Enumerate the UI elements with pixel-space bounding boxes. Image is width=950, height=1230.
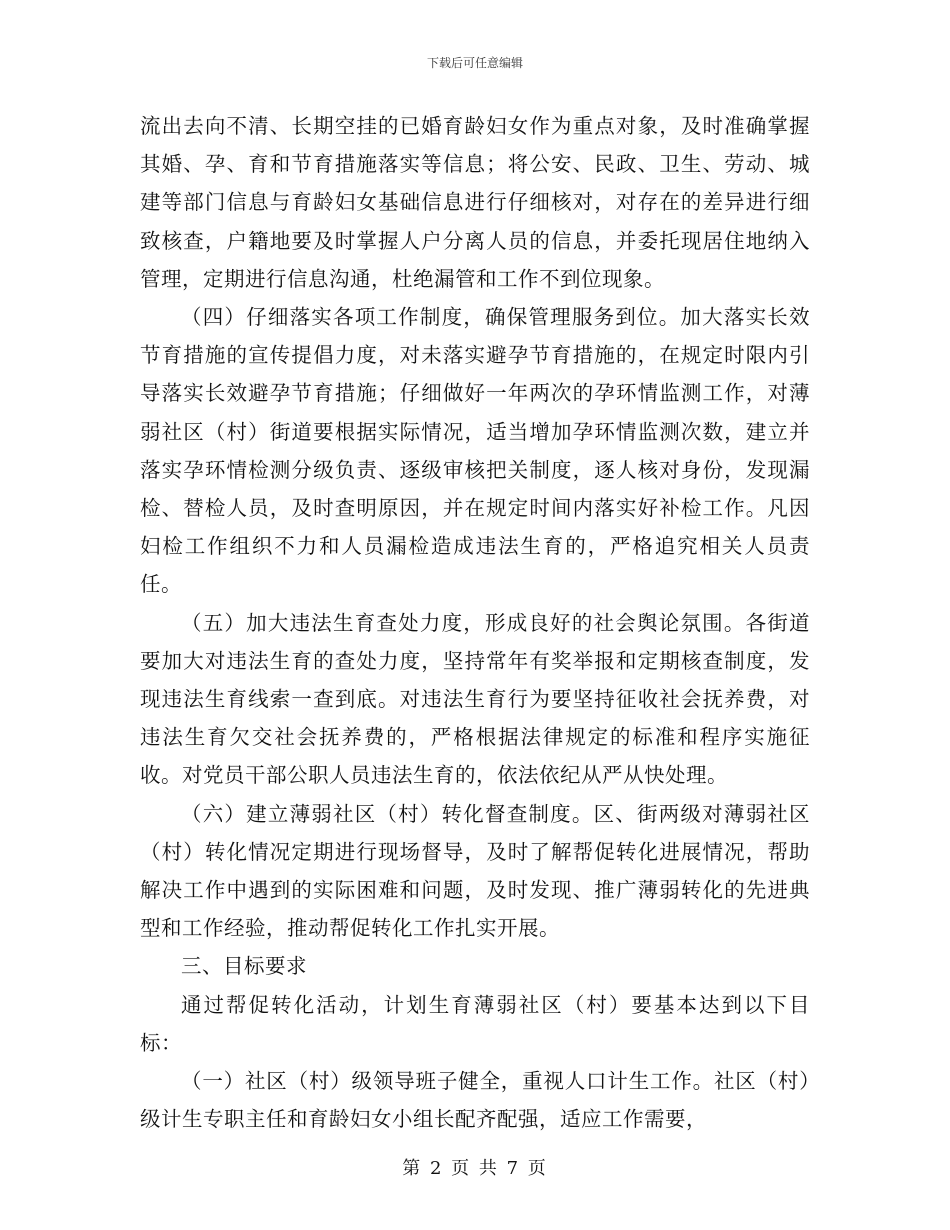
document-body — [140, 107, 810, 1138]
section-heading-goals: 三、目标要求 — [181, 954, 307, 979]
paragraph-3: （五）加大违法生育查处力度，形成良好的社会舆论氛围。各街道要加大对违法生育的查处力度，坚持常年有奖举报和定期核查制度，发现违法生育线索一查到底。对违法生育行为要坚持征收社会抚养费，对违法生育欠交社会抚养费的，严格根据法律规定的标准和程序实施征收。对党员干部公职人员违法生育的，依法依纪从严从快处理。 — [140, 610, 810, 788]
page-header-note: 下载后可任意编辑 — [426, 56, 523, 70]
paragraph-5: 通过帮促转化活动，计划生育薄弱社区（村）要基本达到以下目标： — [140, 992, 810, 1055]
paragraph-6: （一）社区（村）级领导班子健全，重视人口计生工作。社区（村）级计生专职主任和育龄妇女小组长配齐配强，适应工作需要， — [140, 1069, 810, 1132]
page-number-footer: 第 2 页 共 7 页 — [402, 1158, 548, 1179]
paragraph-4: （六）建立薄弱社区（村）转化督查制度。区、街两级对薄弱社区（村）转化情况定期进行现场督导，及时了解帮促转化进展情况，帮助解决工作中遇到的实际困难和问题，及时发现、推广薄弱转化的先进典型和工作经验，推动帮促转化工作扎实开展。 — [140, 801, 810, 941]
paragraph-2: （四）仔细落实各项工作制度，确保管理服务到位。加大落实长效节育措施的宣传提倡力度，对未落实避孕节育措施的，在规定时限内引导落实长效避孕节育措施；仔细做好一年两次的孕环情监测工作，对薄弱社区（村）街道要根据实际情况，适当增加孕环情监测次数，建立并落实孕环情检测分级负责、逐级审核把关制度，逐人核对身份，发现漏检、替检人员，及时查明原因，并在规定时间内落实好补检工作。凡因妇检工作组织不力和人员漏检造成违法生育的，严格追究相关人员责任。 — [140, 305, 810, 597]
paragraph-1: 流出去向不清、长期空挂的已婚育龄妇女作为重点对象，及时准确掌握其婚、孕、育和节育措施落实等信息；将公安、民政、卫生、劳动、城建等部门信息与育龄妇女基础信息进行仔细核对，对存在的差异进行细致核查，户籍地要及时掌握人户分离人员的信息，并委托现居住地纳入管理，定期进行信息沟通，杜绝漏管和工作不到位现象。 — [140, 114, 810, 291]
